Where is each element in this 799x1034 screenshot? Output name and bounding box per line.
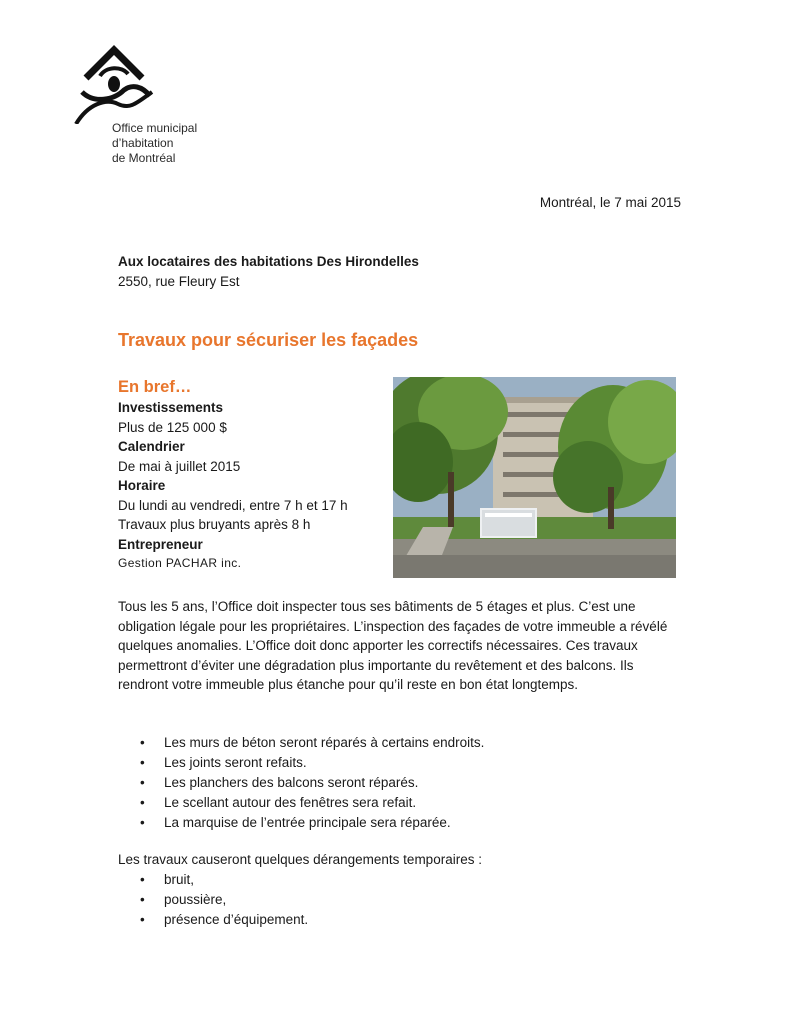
list-item — [118, 890, 308, 910]
recipient-address: 2550, rue Fleury Est — [118, 274, 240, 289]
list-item-text: Les murs de béton seront réparés à certains endroits. — [164, 735, 485, 750]
schedule-value-1: Du lundi au vendredi, entre 7 h et 17 h — [118, 497, 348, 513]
bullet-icon: • — [140, 775, 145, 790]
recipient-name: Aux locataires des habitations Des Hirondelles — [118, 254, 419, 269]
bullet-icon: • — [140, 912, 145, 927]
disturbances-intro: Les travaux causeront quelques dérangements temporaires : — [118, 852, 482, 867]
recipient-block — [118, 252, 419, 292]
calendar-label: Calendrier — [118, 439, 185, 454]
omhm-logo — [72, 44, 222, 169]
list-item-text: La marquise de l’entrée principale sera réparée. — [164, 815, 451, 830]
work-items-list — [118, 733, 678, 833]
list-item — [118, 910, 308, 930]
investments-value: Plus de 125 000 $ — [118, 419, 227, 435]
list-item-text: Les joints seront refaits. — [164, 755, 307, 770]
bullet-icon: • — [140, 892, 145, 907]
list-item-text: présence d’équipement. — [164, 912, 309, 927]
letter-date: Montréal, le 7 mai 2015 — [539, 195, 681, 210]
list-item-text: Les planchers des balcons seront réparés. — [164, 775, 419, 790]
bullet-icon: • — [140, 815, 145, 830]
list-item — [118, 793, 678, 813]
list-item — [118, 870, 308, 890]
list-item-text: poussière, — [164, 892, 227, 907]
omhm-logo-icon — [72, 44, 162, 124]
logo-line-2: d’habitation — [112, 136, 174, 150]
building-photo-image — [393, 377, 676, 578]
bullet-icon: • — [140, 795, 145, 810]
schedule-label: Horaire — [118, 478, 166, 493]
brief-heading: En bref… — [118, 378, 192, 396]
page-title: Travaux pour sécuriser les façades — [118, 330, 419, 350]
schedule-value-2: Travaux plus bruyants après 8 h — [118, 517, 311, 532]
logo-line-1: Office municipal — [112, 121, 198, 135]
list-item-text: Le scellant autour des fenêtres sera refait. — [164, 795, 417, 810]
bullet-icon: • — [140, 872, 145, 887]
brief-summary — [118, 376, 388, 574]
logo-line-3: de Montréal — [112, 151, 176, 165]
list-item — [118, 753, 678, 773]
disturbances-list — [118, 870, 308, 930]
investments-label: Investissements — [118, 400, 224, 415]
list-item — [118, 773, 678, 793]
body-paragraph: Tous les 5 ans, l’Office doit inspecter tous ses bâtiments de 5 étages et plus. C’est une obligation légale pour les propriétaires. L’inspection des façades de votre immeuble a révélé quelques anomalies. L’Office doit donc apporter les correctifs nécessaires. Ces travaux permettront d’éviter une dégradation plus importante du revêtement et des balcons. Ils rendront votre immeuble plus étanche pour qu’il reste en bon état longtemps. — [118, 599, 668, 692]
calendar-value: De mai à juillet 2015 — [118, 458, 241, 474]
bullet-icon: • — [140, 755, 145, 770]
building-photo — [393, 377, 676, 578]
list-item-text: bruit, — [164, 872, 195, 887]
list-item — [118, 733, 678, 753]
list-item — [118, 813, 678, 833]
contractor-value: Gestion PACHAR inc. — [118, 556, 242, 570]
bullet-icon: • — [140, 735, 145, 750]
logo-wordmark — [112, 121, 197, 166]
contractor-label: Entrepreneur — [118, 536, 203, 552]
